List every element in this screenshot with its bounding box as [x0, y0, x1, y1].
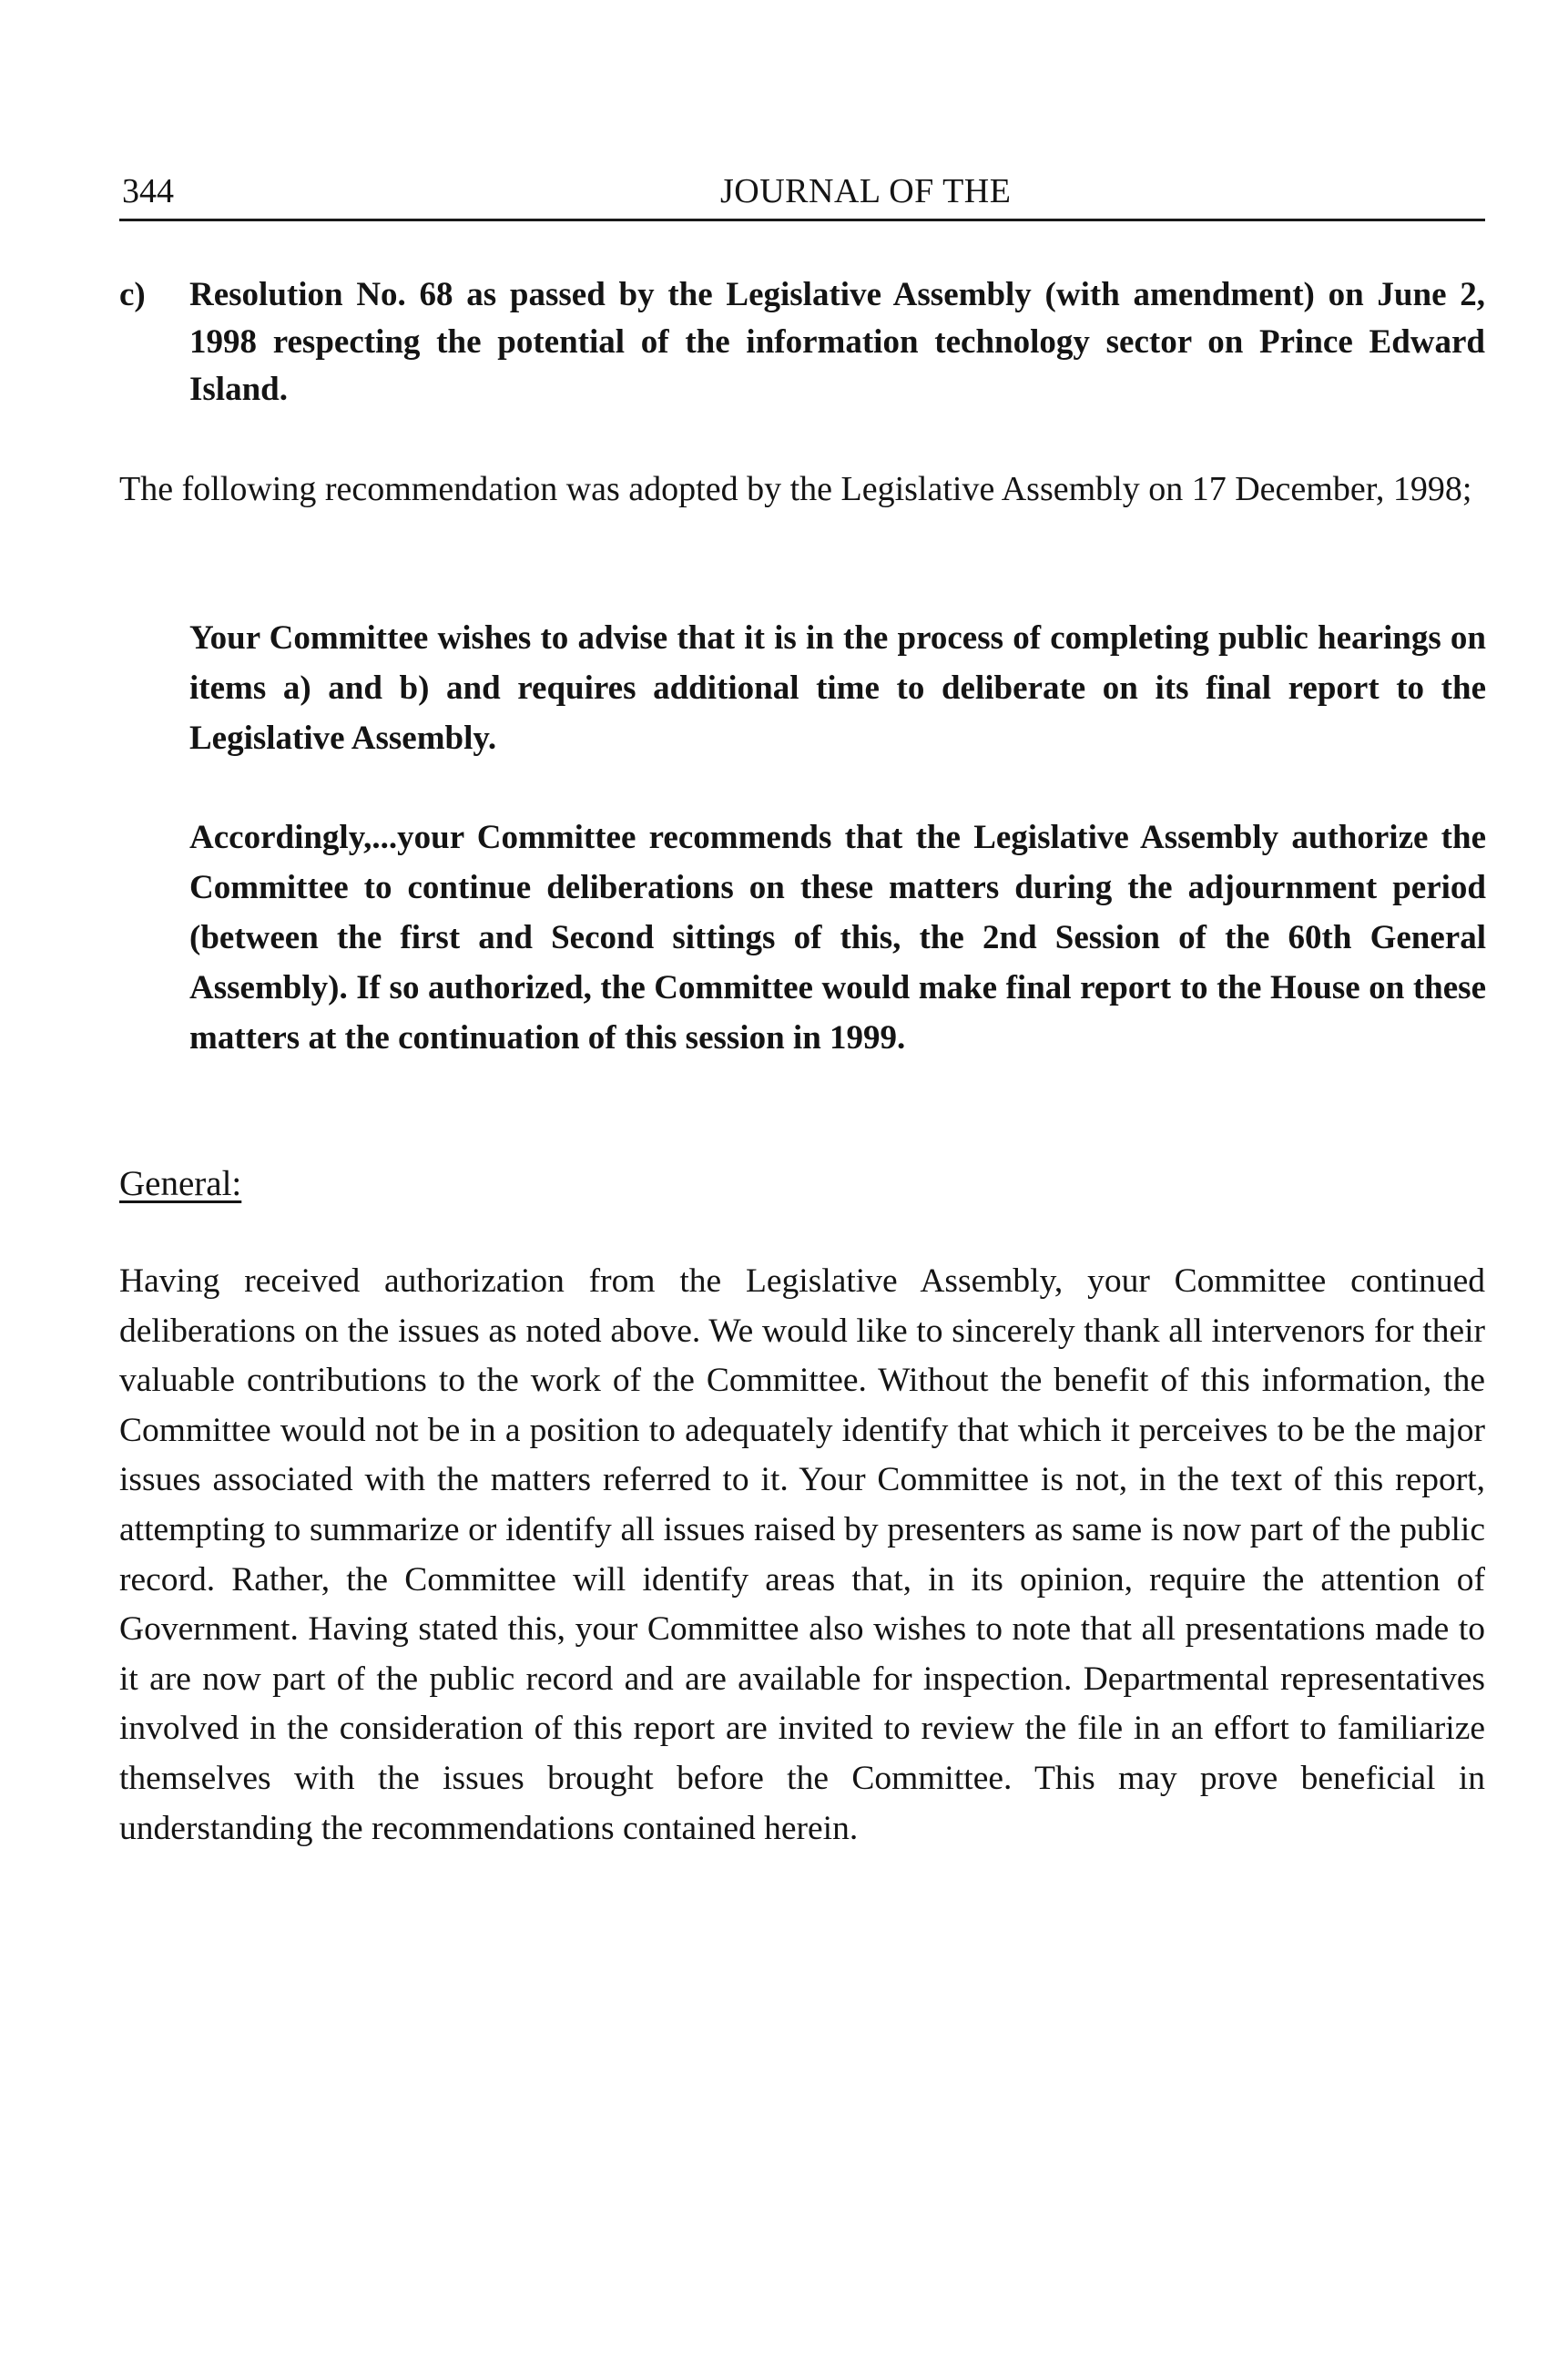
resolution-text: Resolution No. 68 as passed by the Legislative Assembly (with amendment) on June 2, 1998 respecting the potential of the information technology sector on Prince Edward Island.	[189, 276, 1485, 408]
page-number: 344	[122, 172, 174, 210]
general-heading: General:	[119, 1164, 242, 1203]
recommendation-paragraph-2: Accordingly,...your Committee recommends that the Legislative Assembly authorize the Committee to continue deliberations on these matters during the adjournment period (between the first and Second sittings of this, the 2nd Session of the 60th General Assembly). If so authorized, the Committee would make final report to the House on these matters at the continuation of this session in 1999.	[189, 819, 1486, 1057]
general-paragraph: Having received authorization from the Legislative Assembly, your Committee continued deliberations on the issues as noted above. We would like to sincerely thank all intervenors for their valuable contributions to the work of the Committee. Without the benefit of this information, the Committee would not be in a position to adequately identify that which it perceives to be the major issues associated with the matters referred to it. Your Committee is not, in the text of this report, attempting to summarize or identify all issues raised by presenters as same is now part of the public record. Rather, the Committee will identify areas that, in its opinion, require the attention of Government. Having stated this, your Committee also wishes to note that all presentations made to it are now part of the public record and are available for inspection. Departmental representatives involved in the consideration of this report are invited to review the file in an effort to familiarize themselves with the issues brought before the Committee. This may prove beneficial in understanding the recommendations contained herein.	[119, 1262, 1485, 1847]
resolution-item-c	[119, 271, 1485, 414]
intro-paragraph: The following recommendation was adopted by the Legislative Assembly on 17 December, 1998;	[119, 470, 1472, 508]
recommendation-paragraph-1: Your Committee wishes to advise that it is in the process of completing public hearings on items a) and b) and requires additional time to deliberate on its final report to the Legislative Assembly.	[189, 619, 1486, 757]
journal-title: JOURNAL OF THE	[720, 172, 1012, 210]
list-marker: c)	[119, 276, 146, 313]
running-header	[119, 166, 1485, 221]
